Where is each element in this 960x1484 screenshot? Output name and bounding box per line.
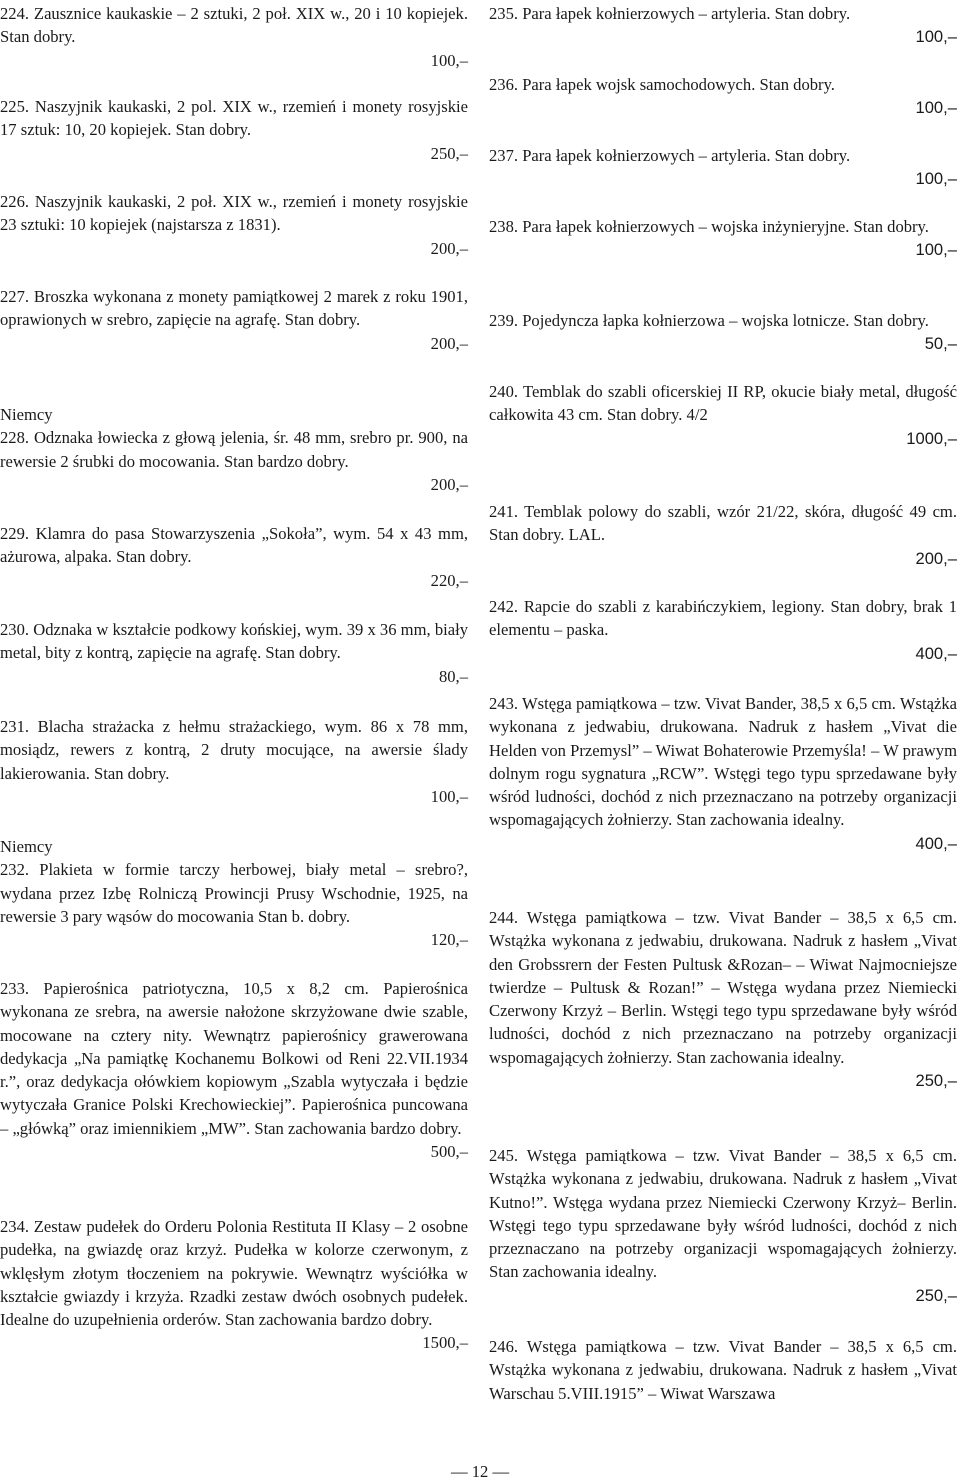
entry-price: 120,–	[430, 930, 468, 950]
entry-description: 242. Rapcie do szabli z karabińczykiem, legiony. Stan dobry, brak 1 elementu – paska.	[489, 597, 957, 640]
entry-price: 100,–	[915, 169, 957, 189]
entry-description: 229. Klamra do pasa Stowarzyszenia „Sokoła”, wym. 54 x 43 mm, ażurowa, alpaka. Stan dobry.	[0, 524, 468, 567]
entry-price: 250,–	[430, 143, 468, 163]
entry-description: 234. Zestaw pudełek do Orderu Polonia Restituta II Klasy – 2 osobne pudełka, na gwiazdę oraz krzyż. Pudełka w kolorze czerwonym, z wklęsłym złotym tłoczeniem na pokrywie. Wewnątrz wyściółka w kształcie gwiazdy i krzyża. Rzadki zestaw dwóch osobnych pudełek. Idealne do uzupełnienia orderów. Stan zachowania bardzo dobry.	[0, 1217, 468, 1330]
entry-price: 50,–	[924, 334, 957, 354]
entry-price: 200,–	[430, 474, 468, 494]
entry-price: 220,–	[430, 570, 468, 590]
entry-description: 224. Zausznice kaukaskie – 2 sztuki, 2 poł. XIX w., 20 i 10 kopiejek. Stan dobry.	[0, 4, 468, 47]
catalog-entry-237	[489, 144, 957, 191]
entry-description: 237. Para łapek kołnierzowych – artyleria. Stan dobry.	[489, 146, 851, 165]
entry-description: 238. Para łapek kołnierzowych – wojska inżynieryjne. Stan dobry.	[489, 217, 929, 236]
section-germany-2	[0, 835, 468, 951]
catalog-entry-246	[489, 1335, 957, 1405]
entry-price: 400,–	[915, 833, 957, 853]
catalog-entry-236	[489, 73, 957, 120]
catalog-entry-232	[0, 858, 468, 951]
catalog-entry-228	[0, 426, 468, 496]
entry-price: 400,–	[915, 643, 957, 663]
entry-price: 80,–	[438, 666, 468, 686]
section-header: Niemcy	[0, 405, 53, 424]
catalog-entry-227	[0, 285, 468, 355]
entry-description: 243. Wstęga pamiątkowa – tzw. Vivat Bander, 38,5 x 6,5 cm. Wstążka wykonana z jedwabiu, drukowana. Nadruk z hasłem „Vivat die Helden von Przemysl” – Wiwat Bohaterowie Przemyśla! – W prawym dolnym rogu sygnatura „RCW”. Wstęgi tego typu sprzedawane były wśród ludności, dochód z nich przeznaczano na potrzeby organizacji wspomagających żołnierzy. Stan zachowania idealny.	[489, 694, 957, 830]
catalog-entry-241	[489, 500, 957, 570]
entry-description: 235. Para łapek kołnierzowych – artyleria. Stan dobry.	[489, 4, 851, 23]
catalog-entry-229	[0, 522, 468, 592]
entry-price: 100,–	[430, 786, 468, 806]
catalog-entry-233	[0, 977, 468, 1163]
entry-description: 233. Papierośnica patriotyczna, 10,5 x 8,2 cm. Papierośnica wykonana ze srebra, na awersie nałożone skrzyżowane dwie szable, mocowane na cztery nity. Wewnątrz papierośnicy grawerowana dedykacja „Na pamiątkę Kochanemu Bolkowi od Reni 22.VII.1934 r.”, oraz dedykacja ołówkiem kopiowym „Szabla wytyczała i będzie wytyczała Granice Polski Krechowieckiej”. Papierośnica puncowana – „główką” oraz imiennikiem „MW”. Stan zachowania bardzo dobry.	[0, 979, 468, 1138]
catalog-entry-244	[489, 906, 957, 1092]
catalog-entry-226	[0, 190, 468, 260]
entry-description: 226. Naszyjnik kaukaski, 2 poł. XIX w., rzemień i monety rosyjskie 23 sztuki: 10 kopiejek (najstarsza z 1831).	[0, 192, 468, 235]
entry-description: 236. Para łapek wojsk samochodowych. Stan dobry.	[489, 75, 835, 94]
catalog-entry-239	[489, 309, 957, 356]
entry-price: 1000,–	[906, 428, 957, 448]
section-germany-1	[0, 403, 468, 496]
entry-description: 232. Plakieta w formie tarczy herbowej, biały metal – srebro?, wydana przez Izbę Rolniczą Prowincji Prusy Wschodnie, 1925, na rewersie 3 pary wąsów do mocowania Stan b. dobry.	[0, 860, 468, 926]
entry-description: 231. Blacha strażacka z hełmu strażackiego, wym. 86 x 78 mm, mosiądz, rewers z kontrą, 2 druty mocujące, na awersie ślady lakierowania. Stan dobry.	[0, 717, 468, 783]
entry-price: 250,–	[915, 1071, 957, 1091]
entry-price: 200,–	[430, 238, 468, 258]
entry-description: 246. Wstęga pamiątkowa – tzw. Vivat Bander – 38,5 x 6,5 cm. Wstążka wykonana z jedwabiu, drukowana. Nadruk z hasłem „Vivat Warschau 5.VIII.1915” – Wiwat Warszawa	[489, 1337, 957, 1403]
catalog-entry-245	[489, 1144, 957, 1307]
entry-price: 250,–	[915, 1285, 957, 1305]
entry-description: 241. Temblak polowy do szabli, wzór 21/22, skóra, długość 49 cm. Stan dobry. LAL.	[489, 502, 957, 545]
catalog-entry-240	[489, 380, 957, 450]
entry-price: 100,–	[430, 50, 468, 70]
catalog-entry-235	[489, 2, 957, 49]
catalog-entry-234	[0, 1215, 468, 1355]
page-number: — 12 —	[450, 1462, 510, 1481]
catalog-entry-243	[489, 692, 957, 855]
entry-price: 100,–	[915, 98, 957, 118]
entry-price: 1500,–	[422, 1333, 468, 1353]
catalog-entry-238	[489, 215, 957, 262]
entry-description: 225. Naszyjnik kaukaski, 2 pol. XIX w., rzemień i monety rosyjskie 17 sztuk: 10, 20 kopiejek. Stan dobry.	[0, 97, 468, 140]
entry-price: 100,–	[915, 27, 957, 47]
entry-price: 100,–	[915, 240, 957, 260]
entry-description: 244. Wstęga pamiątkowa – tzw. Vivat Bander – 38,5 x 6,5 cm. Wstążka wykonana z jedwabiu, drukowana. Nadruk z hasłem „Vivat den Grobssrern der Festen Pultusk &Rozan– – Wiwat Najmocniejsze twierdze – Pultusk & Rozan!” – Wstęga wydana przez Niemiecki Czerwony Krzyż – Berlin. Wstęgi tego typu sprzedawane były wśród ludności, dochód z nich przeznaczano na potrzeby organizacji wspomagających żołnierzy. Stan zachowania idealny.	[489, 908, 957, 1067]
entry-description: 227. Broszka wykonana z monety pamiątkowej 2 marek z roku 1901, oprawionych w srebro, zapięcie na agrafę. Stan dobry.	[0, 287, 468, 330]
entry-description: 245. Wstęga pamiątkowa – tzw. Vivat Bander – 38,5 x 6,5 cm. Wstążka wykonana z jedwabiu, drukowana. Nadruk z hasłem „Vivat Kutno!”. Wstęga wydana przez Niemiecki Czerwony Krzyż– Berlin. Wstęgi tego typu sprzedawane były wśród ludności, dochód z nich przeznaczano na potrzeby organizacji wspomagających żołnierzy. Stan zachowania idealny.	[489, 1146, 957, 1282]
catalog-entry-225	[0, 95, 468, 165]
catalog-entry-231	[0, 715, 468, 808]
entry-description: 230. Odznaka w kształcie podkowy końskiej, wym. 39 x 36 mm, biały metal, bity z kontrą, zapięcie na agrafę. Stan dobry.	[0, 620, 468, 663]
entry-description: 228. Odznaka łowiecka z głową jelenia, śr. 48 mm, srebro pr. 900, na rewersie 2 śrubki do mocowania. Stan bardzo dobry.	[0, 428, 468, 471]
catalog-entry-224	[0, 2, 468, 72]
section-header: Niemcy	[0, 837, 53, 856]
entry-price: 200,–	[915, 548, 957, 568]
entry-price: 200,–	[430, 333, 468, 353]
catalog-entry-242	[489, 595, 957, 665]
entry-description: 239. Pojedyncza łapka kołnierzowa – wojska lotnicze. Stan dobry.	[489, 311, 929, 330]
entry-description: 240. Temblak do szabli oficerskiej II RP, okucie biały metal, długość całkowita 43 cm. Stan dobry. 4/2	[489, 382, 957, 425]
entry-price: 500,–	[430, 1142, 468, 1162]
catalog-entry-230	[0, 618, 468, 688]
